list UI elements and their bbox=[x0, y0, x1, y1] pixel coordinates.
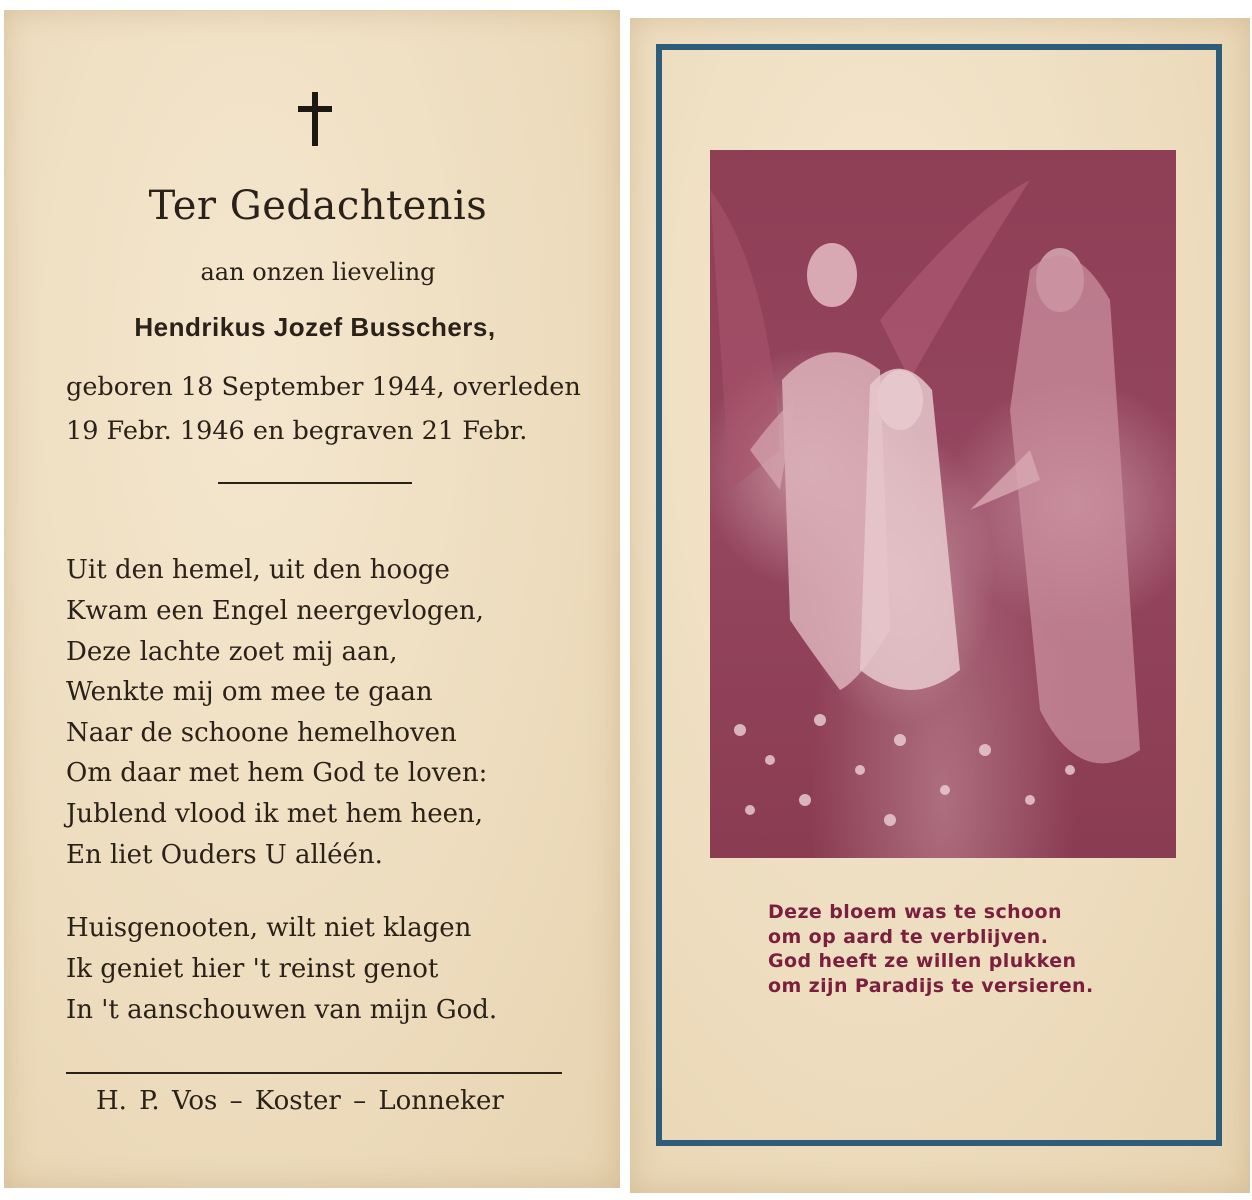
poem-line: En liet Ouders U alléén. bbox=[66, 840, 383, 870]
poem-line: Deze lachte zoet mij aan, bbox=[66, 637, 398, 667]
divider bbox=[218, 482, 412, 484]
dates-line: geboren 18 September 1944, overleden bbox=[66, 372, 581, 402]
caption-line: om op aard te verblijven. bbox=[768, 925, 1049, 948]
poem-line: Huisgenooten, wilt niet klagen bbox=[66, 913, 472, 943]
deceased-name: Hendrikus Jozef Busschers, bbox=[134, 312, 496, 342]
frame-border-left bbox=[656, 44, 662, 1146]
caption-line: God heeft ze willen plukken bbox=[768, 950, 1077, 972]
poem-line: Uit den hemel, uit den hooge bbox=[66, 555, 450, 585]
footer-divider bbox=[66, 1072, 562, 1074]
card-subheading: aan onzen lieveling bbox=[200, 258, 436, 286]
frame-border-top bbox=[656, 44, 1222, 50]
caption-line: om zijn Paradijs te versieren. bbox=[768, 974, 1094, 997]
poem-line: Om daar met hem God te loven: bbox=[66, 758, 488, 788]
card-heading: Ter Gedachtenis bbox=[148, 183, 488, 229]
angels-picture bbox=[710, 150, 1176, 858]
frame-border-bottom bbox=[656, 1140, 1222, 1146]
poem-line: Naar de schoone hemelhoven bbox=[66, 718, 457, 748]
poem-line: In 't aanschouwen van mijn God. bbox=[66, 995, 498, 1025]
poem-line: Jublend vlood ik met hem heen, bbox=[66, 799, 484, 829]
caption-line: Deze bloem was te schoon bbox=[768, 901, 1062, 923]
cross-icon bbox=[298, 92, 332, 148]
frame-border-right bbox=[1216, 44, 1222, 1146]
dates-line: 19 Febr. 1946 en begraven 21 Febr. bbox=[66, 416, 528, 446]
poem-line: Ik geniet hier 't reinst genot bbox=[66, 954, 439, 984]
poem-line: Kwam een Engel neergevlogen, bbox=[66, 596, 484, 626]
printer-line: H. P. Vos – Koster – Lonneker bbox=[96, 1086, 504, 1116]
poem-line: Wenkte mij om mee te gaan bbox=[66, 677, 433, 707]
caption bbox=[768, 900, 1094, 998]
